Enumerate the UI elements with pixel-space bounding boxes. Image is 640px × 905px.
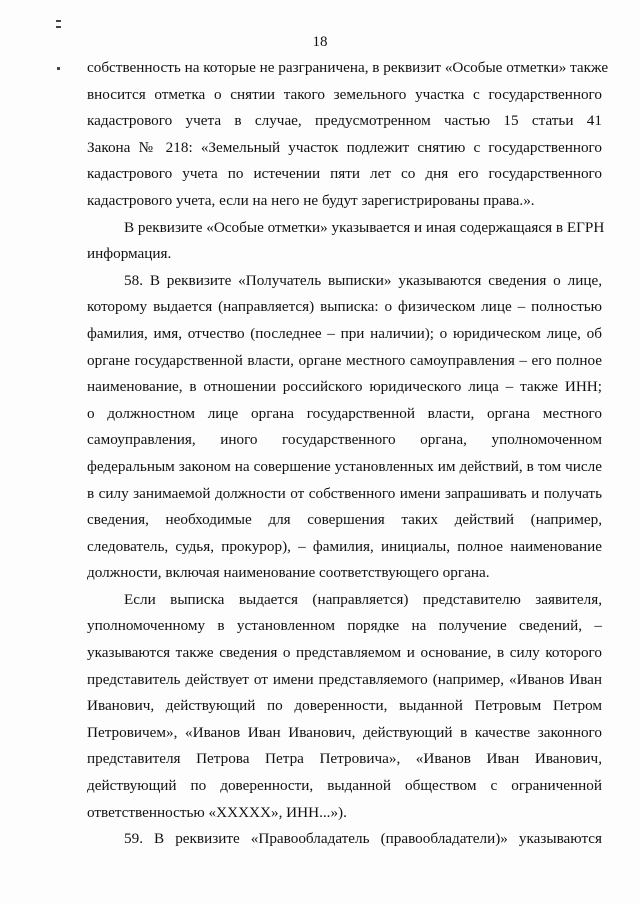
text-line: федеральным законом на совершение установленных им действий, в том числе [87, 457, 602, 475]
document-body [87, 55, 609, 853]
text-line: наименование, в отношении российского юридического лица – также ИНН; [87, 378, 602, 396]
text-line: 58. В реквизите «Получатель выписки» указываются сведения о лице, [124, 271, 602, 289]
text-line: действующий по доверенности, выданной обществом с ограниченной [87, 777, 602, 795]
text-line: сведения, необходимые для совершения таких действий (например, [87, 511, 602, 529]
text-line: фамилия, имя, отчество (последнее – при наличии); о юридическом лице, об [87, 324, 602, 342]
text-line: Если выписка выдается (направляется) представителю заявителя, [124, 590, 602, 608]
text-line: ответственностью «XXXXX», ИНН...»). [87, 803, 347, 821]
text-line: кадастрового учета по истечении пяти лет со дня его государственного [87, 165, 602, 183]
scan-mark [56, 26, 61, 28]
text-line: о должностном лице органа государственной власти, органа местного [87, 404, 602, 422]
text-line: представитель действует от имени представляемого (например, «Иванов Иван [87, 670, 602, 688]
text-line: собственность на которые не разграничена, в реквизит «Особые отметки» также [87, 59, 609, 76]
scan-mark [56, 20, 61, 22]
text-line: представителя Петрова Петра Петровича», «Иванов Иван Иванович, [87, 750, 602, 768]
text-line: вносится отметка о снятии такого земельного участка с государственного [87, 85, 602, 103]
page-number: 18 [312, 34, 328, 50]
text-line: Иванович, действующий по доверенности, выданной Петровым Петром [87, 697, 602, 715]
text-line: уполномоченному в установленном порядке на получение сведений, – [87, 617, 602, 635]
text-line: самоуправления, иного государственного органа, уполномоченном [87, 431, 602, 449]
text-line: кадастрового учета, если на него не будут зарегистрированы права.». [87, 191, 535, 209]
text-line: которому выдается (направляется) выписка: о физическом лице – полностью [87, 298, 602, 316]
text-line: указываются также сведения о представляемом и основание, в силу которого [87, 644, 602, 662]
text-line: в силу занимаемой должности от собственного имени запрашивать и получать [87, 484, 602, 502]
text-line: кадастрового учета в случае, предусмотренном частью 15 статьи 41 [87, 112, 602, 130]
text-line: 59. В реквизите «Правообладатель (правообладатели)» указываются [124, 830, 602, 848]
text-line: Закона № 218: «Земельный участок подлежит снятию с государственного [87, 138, 602, 156]
scan-mark [57, 67, 60, 70]
text-line: В реквизите «Особые отметки» указывается и иная содержащаяся в ЕГРН [124, 218, 605, 236]
text-line: Петровичем», «Иванов Иван Иванович, действующий в качестве законного [87, 723, 602, 741]
text-line: должности, включая наименование соответствующего органа. [87, 564, 490, 582]
text-line: информация. [87, 245, 172, 263]
text-line: органе государственной власти, органе местного самоуправления – его полное [87, 351, 602, 369]
text-line: следователь, судья, прокурор), – фамилия, инициалы, полное наименование [87, 537, 602, 555]
